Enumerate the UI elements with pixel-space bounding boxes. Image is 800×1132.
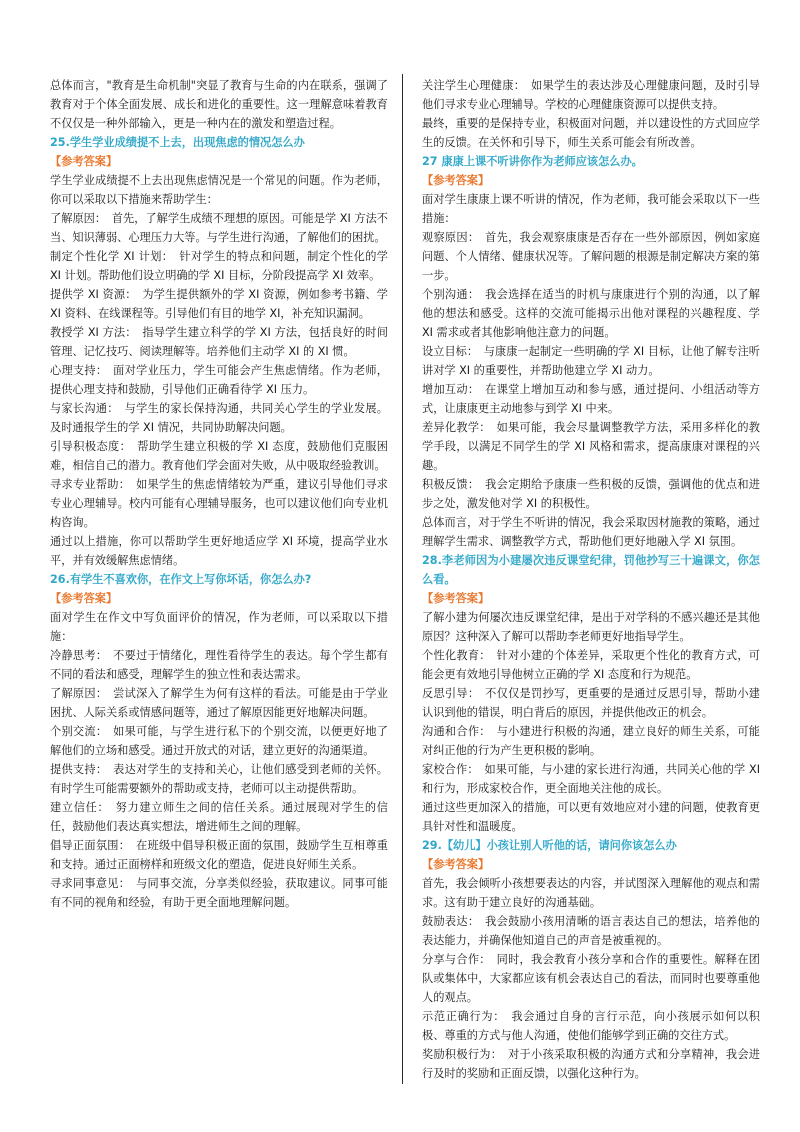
q29-item: 分享与合作： 同时，我会教育小孩分享和合作的重要性。解释在团队或集体中，大家都应该有机会表达自己的看法，而同时也要尊重他人的观点。 [422,953,760,1004]
q27-item: 积极反馈： 我会定期给予康康一些积极的反馈，强调他的优点和进步之处，激发他对学 XI 的积极性。 [422,478,760,510]
answer-tag-26: 【参考答案】 [50,592,118,605]
q26-item: 建立信任： 努力建立师生之间的信任关系。通过展现对学生的信任，鼓励他们表达真实想法，增进师生之间的理解。 [50,801,388,833]
answer-tag-27: 【参考答案】 [422,174,490,187]
q27-item: 个别沟通： 我会选择在适当的时机与康康进行个别的沟通，以了解他的想法和感受。这样的交流可能揭示出他对课程的兴趣程度、学 XI 需求或者其他影响他注意力的问题。 [422,288,760,339]
q29-item: 示范正确行为： 我会通过自身的言行示范，向小孩展示如何以积极、尊重的方式与他人沟通，使他们能够学到正确的交往方式。 [422,1010,760,1042]
column-divider [402,74,403,1084]
q26-continued-item: 关注学生心理健康： 如果学生的表达涉及心理健康问题，及时引导他们寻求专业心理辅导。学校的心理健康资源可以提供支持。 [422,79,760,111]
q26-conclusion: 最终，重要的是保持专业，积极面对问题，并以建设性的方式回应学生的反馈。在关怀和引导下，师生关系可能会有所改善。 [422,117,760,149]
q29-item: 鼓励表达： 我会鼓励小孩用清晰的语言表达自己的想法，培养他的表达能力，并确保他知道自己的声音是被重视的。 [422,915,760,947]
q26-item: 提供支持： 表达对学生的支持和关心，让他们感受到老师的关怀。有时学生可能需要额外的帮助或支持，老师可以主动提供帮助。 [50,763,388,795]
q26-item: 了解原因： 尝试深入了解学生为何有这样的看法。可能是由于学业困扰、人际关系或情感问题等，通过了解原因能更好地解决问题。 [50,687,388,719]
q27-lead: 面对学生康康上课不听讲的情况，作为老师，我可能会采取以下一些措施： [422,193,760,225]
right-column [422,76,760,1132]
q25-item: 提供学 XI 资源： 为学生提供额外的学 XI 资源，例如参考书籍、学 XI 资料、在线课程等。引导他们有目的地学 XI，补充知识漏洞。 [50,288,388,320]
q27-item: 设立目标： 与康康一起制定一些明确的学 XI 目标，让他了解专注听讲对学 XI 的重要性，并帮助他建立学 XI 动力。 [422,345,760,377]
q27-item: 增加互动： 在课堂上增加互动和参与感，通过提问、小组活动等方式，让康康更主动地参与到学 XI 中来。 [422,383,760,415]
q25-item: 了解原因： 首先，了解学生成绩不理想的原因。可能是学 XI 方法不当、知识薄弱、心理压力大等。与学生进行沟通，了解他们的困扰。 [50,212,388,244]
q27-item: 差异化教学： 如果可能，我会尽量调整教学方法，采用多样化的教学手段，以满足不同学生的学 XI 风格和需求，提高康康对课程的兴趣。 [422,421,760,472]
q25-lead: 学生学业成绩提不上去出现焦虑情况是一个常见的问题。作为老师，你可以采取以下措施来帮助学生： [50,174,388,206]
q25-item: 心理支持： 面对学业压力，学生可能会产生焦虑情绪。作为老师，提供心理支持和鼓励，引导他们正确看待学 XI 压力。 [50,364,388,396]
q27-item: 观察原因： 首先，我会观察康康是否存在一些外部原因，例如家庭问题、个人情绪、健康状况等。了解问题的根源是制定解决方案的第一步。 [422,231,760,282]
q26-item: 冷静思考： 不要过于情绪化，理性看待学生的表达。每个学生都有不同的看法和感受，理解学生的独立性和表达需求。 [50,649,388,681]
q28-lead: 了解小建为何屡次违反课堂纪律，是出于对学科的不感兴趣还是其他原因？这种深入了解可以帮助李老师更好地指导学生。 [422,611,760,643]
q25-item: 教授学 XI 方法： 指导学生建立科学的学 XI 方法，包括良好的时间管理、记忆技巧、阅读理解等。培养他们主动学 XI 的 XI 惯。 [50,326,388,358]
q25-item: 引导积极态度： 帮助学生建立积极的学 XI 态度，鼓励他们克服困难，相信自己的潜力。教育他们学会面对失败，从中吸取经验教训。 [50,440,388,472]
question-25-title: 25.学生学业成绩提不上去，出现焦虑的情况怎么办 [50,136,305,149]
q26-item: 寻求同事意见： 与同事交流，分享类似经验，获取建议。同事可能有不同的视角和经验，有助于更全面地理解问题。 [50,877,388,909]
q26-item: 个别交流： 如果可能，与学生进行私下的个别交流，以便更好地了解他们的立场和感受。通过开放式的对话，建立更好的沟通渠道。 [50,725,388,757]
answer-tag-28: 【参考答案】 [422,592,490,605]
answer-tag-29: 【参考答案】 [422,858,490,871]
left-column [50,76,388,1132]
q28-item: 反思引导： 不仅仅是罚抄写，更重要的是通过反思引导，帮助小建认识到他的错误，明白背后的原因，并提供他改正的机会。 [422,687,760,719]
answer-tag-25: 【参考答案】 [50,155,118,168]
q29-item: 奖励积极行为： 对于小孩采取积极的沟通方式和分享精神，我会进行及时的奖励和正面反馈，以强化这种行为。 [422,1048,760,1080]
q26-lead: 面对学生在作文中写负面评价的情况，作为老师，可以采取以下措施： [50,611,388,643]
q25-item: 与家长沟通： 与学生的家长保持沟通，共同关心学生的学业发展。及时通报学生的学 XI 情况，共同协助解决问题。 [50,402,388,434]
q25-item: 寻求专业帮助： 如果学生的焦虑情绪较为严重，建议引导他们寻求专业心理辅导。校内可能有心理辅导服务，也可以建议他们向专业机构咨询。 [50,478,388,529]
q26-item: 倡导正面氛围： 在班级中倡导积极正面的氛围，鼓励学生互相尊重和支持。通过正面榜样和班级文化的塑造，促进良好师生关系。 [50,839,388,871]
q25-item: 通过以上措施，你可以帮助学生更好地适应学 XI 环境，提高学业水平，并有效缓解焦虑情绪。 [50,535,388,567]
intro-paragraph: 总体而言，"教育是生命机制"突显了教育与生命的内在联系，强调了教育对于个体全面发展、成长和进化的重要性。这一理解意味着教育不仅仅是一种外部输入，更是一种内在的激发和塑造过程。 [50,79,388,130]
q28-item: 通过这些更加深入的措施，可以更有效地应对小建的问题，使教育更具针对性和温暖度。 [422,801,760,833]
q28-item: 沟通和合作： 与小建进行积极的沟通，建立良好的师生关系，可能对纠正他的行为产生更积极的影响。 [422,725,760,757]
q25-item: 制定个性化学 XI 计划： 针对学生的特点和问题，制定个性化的学 XI 计划。帮助他们设立明确的学 XI 目标，分阶段提高学 XI 效率。 [50,250,388,282]
q29-lead: 首先，我会倾听小孩想要表达的内容，并试图深入理解他的观点和需求。这有助于建立良好的沟通基础。 [422,877,760,909]
question-28-title: 28.李老师因为小建屡次违反课堂纪律，罚他抄写三十遍课文，你怎么看。 [422,554,760,586]
q28-item: 个性化教育： 针对小建的个体差异，采取更个性化的教育方式，可能会更有效地引导他树立正确的学 XI 态度和行为规范。 [422,649,760,681]
question-29-title: 29.【幼儿】小孩让别人听他的话，请问你该怎么办 [422,839,677,852]
q27-item: 总体而言，对于学生不听讲的情况，我会采取因材施教的策略，通过理解学生需求、调整教学方式，帮助他们更好地融入学 XI 氛围。 [422,516,760,548]
question-26-title: 26.有学生不喜欢你，在作文上写你坏话，你怎么办? [50,573,312,586]
q28-item: 家校合作： 如果可能，与小建的家长进行沟通，共同关心他的学 XI 和行为，形成家校合作，更全面地关注他的成长。 [422,763,760,795]
question-27-title: 27 康康上课不听讲你作为老师应该怎么办。 [422,155,643,168]
